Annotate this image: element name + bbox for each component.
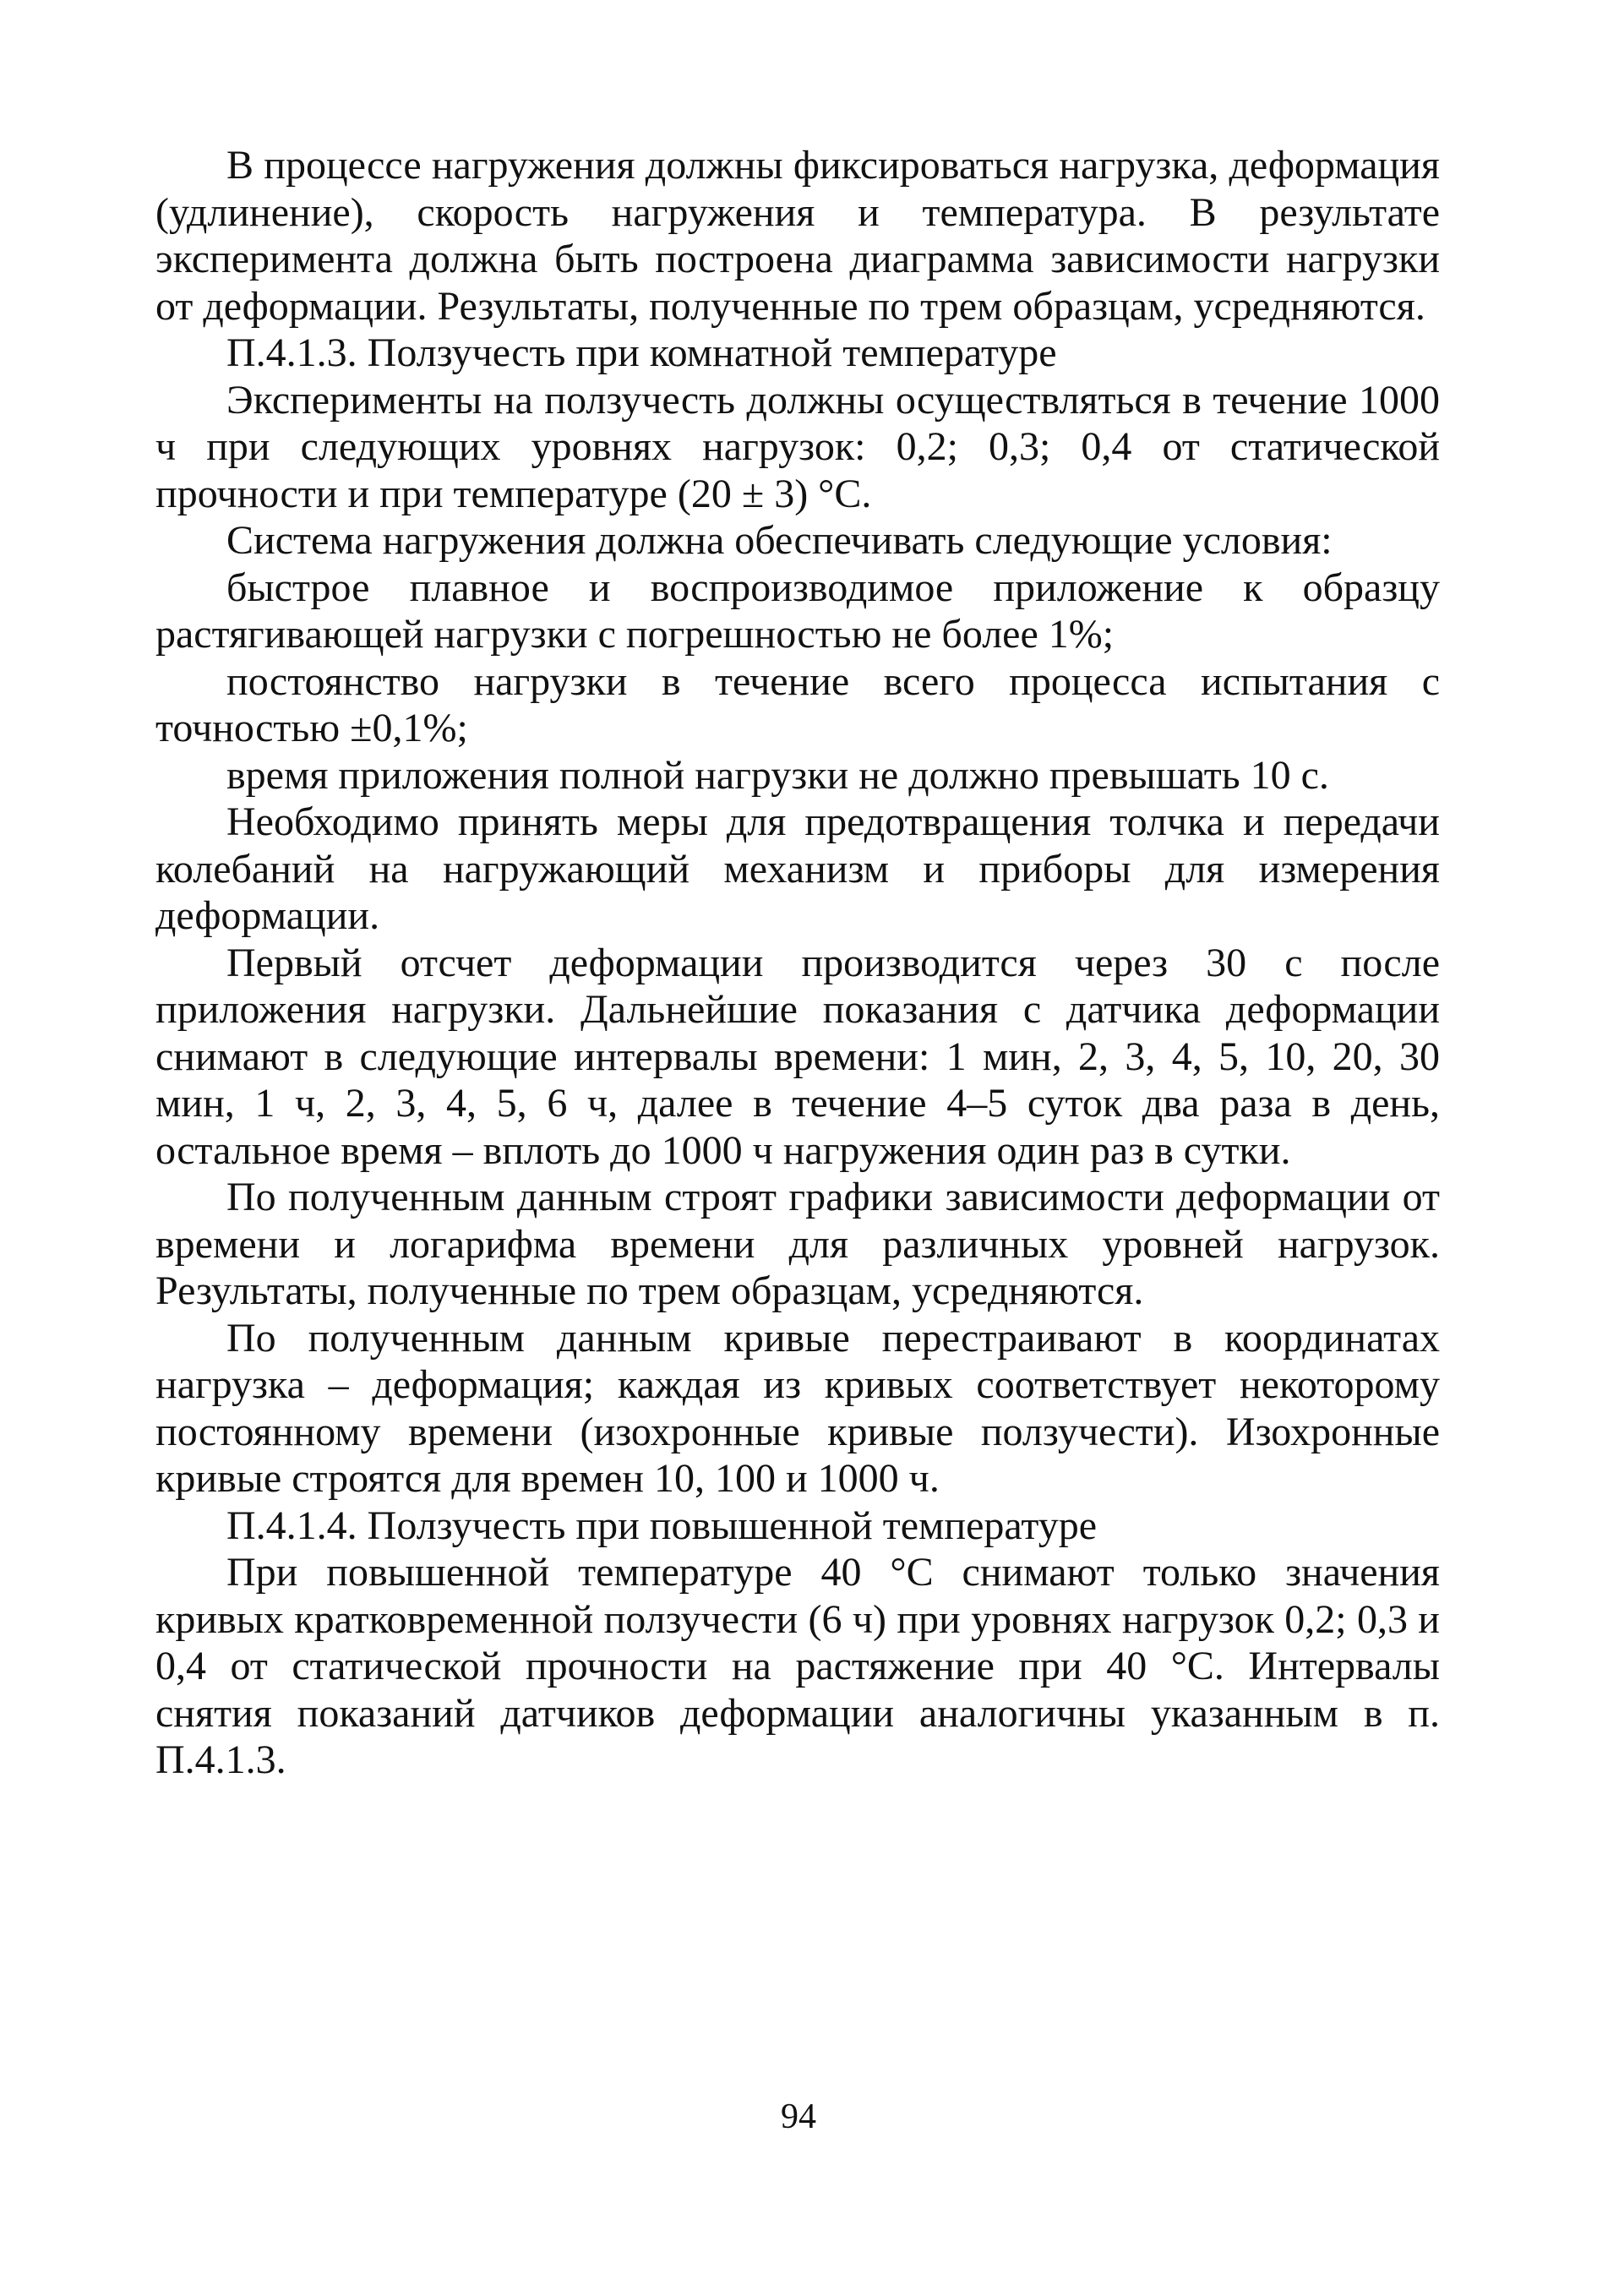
- paragraph-condition-application-time: время приложения полной нагрузки не должно превышать 10 с.: [226, 752, 1329, 798]
- paragraph-condition-constant-load: постоянство нагрузки в течение всего процесса испытания с точностью ±0,1%;: [155, 658, 1440, 750]
- paragraph-graphs: По полученным данным строят графики зависимости деформации от времени и логарифма времени для различных уровней нагрузок. Результаты, полученные по трем образцам, усредняются.: [155, 1175, 1440, 1313]
- page-number: 94: [781, 2097, 816, 2136]
- section-heading-creep-elevated-temperature: П.4.1.4. Ползучесть при повышенной температуре: [226, 1502, 1098, 1548]
- paragraph-isochronous-curves: По полученным данным кривые перестраивают в координатах нагрузка – деформация; каждая из кривых соответствует некоторому постоянному времени (изохронные кривые ползучести). Изохронные кривые строятся для времен 10, 100 и 1000 ч.: [155, 1315, 1440, 1501]
- paragraph-loading-recording: В процессе нагружения должны фиксироваться нагрузка, деформация (удлинение), скорость нагружения и температура. В результате эксперимента должна быть построена диаграмма зависимости нагрузки от деформации. Результаты, полученные по трем образцам, усредняются.: [155, 143, 1440, 329]
- paragraph-loading-system: Система нагружения должна обеспечивать следующие условия:: [226, 518, 1333, 563]
- text-column: [155, 142, 1440, 1784]
- paragraph-elevated-temperature: При повышенной температуре 40 °С снимают только значения кривых кратковременной ползучести (6 ч) при уровнях нагрузок 0,2; 0,3 и 0,4 от статической прочности на растяжение при 40 °С. Интервалы снятия показаний датчиков деформации аналогичны указанным в п. П.4.1.3.: [155, 1550, 1440, 1782]
- paragraph-first-reading: Первый отсчет деформации производится через 30 с после приложения нагрузки. Дальнейшие показания с датчика деформации снимают в следующие интервалы времени: 1 мин, 2, 3, 4, 5, 10, 20, 30 мин, 1 ч, 2, 3, 4, 5, 6 ч, далее в течение 4–5 суток два раза в день, остальное время – вплоть до 1000 ч нагружения один раз в сутки.: [155, 940, 1440, 1173]
- section-heading-creep-room-temperature: П.4.1.3. Ползучесть при комнатной температуре: [226, 330, 1057, 375]
- paragraph-condition-fast-application: быстрое плавное и воспроизводимое приложение к образцу растягивающей нагрузки с погрешностью не более 1%;: [155, 564, 1440, 657]
- paragraph-prevent-shock: Необходимо принять меры для предотвращения толчка и передачи колебаний на нагружающий механизм и приборы для измерения деформации.: [155, 799, 1440, 938]
- paragraph-creep-experiments: Эксперименты на ползучесть должны осуществляться в течение 1000 ч при следующих уровнях нагрузок: 0,2; 0,3; 0,4 от статической прочности и при температуре (20 ± 3) °С.: [155, 377, 1440, 516]
